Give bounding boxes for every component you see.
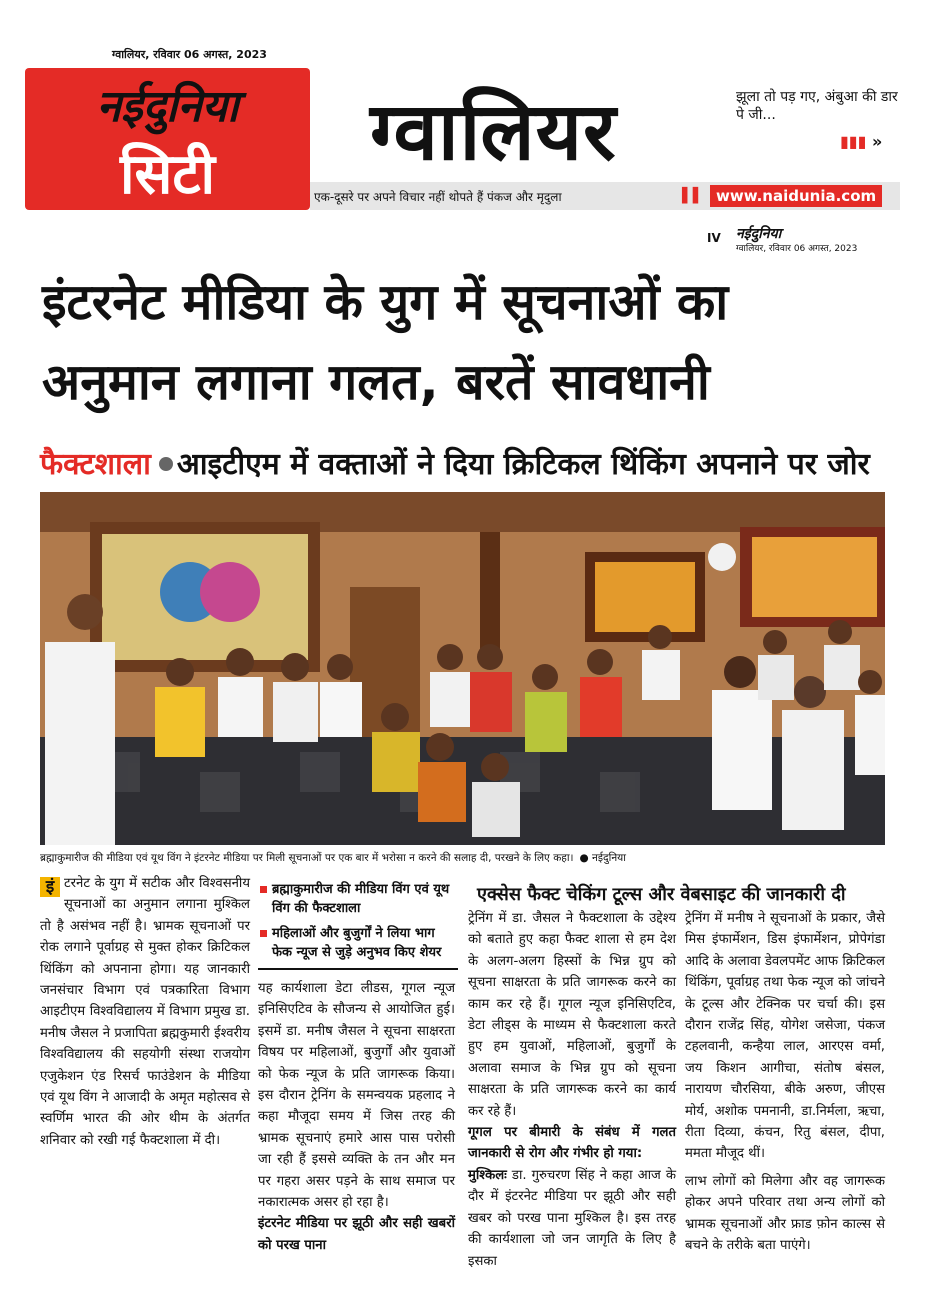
column-3-para-2-text: डा. गुरुचरण सिंह ने कहा आज के दौर में इंटरनेट मीडिया पर झूठी और सही खबर को परख पाना मुश्किल है। इस तरह की कार्यशाला जो जन जागृति के लिए है इसका <box>468 1167 676 1269</box>
highlight-item-2: महिलाओं और बुजुर्गों ने लिया भाग फेक न्यूज से जुड़े अनुभव किए शेयर <box>258 924 458 962</box>
article-column-2 <box>258 978 455 1256</box>
dateline: ग्वालियर, रविवार 06 अगस्त, 2023 <box>112 48 267 61</box>
logo-brand-top: नईदुनिया <box>96 81 239 132</box>
article-column-4 <box>685 908 885 1257</box>
highlight-item-1: ब्रह्माकुमारीज की मीडिया विंग एवं यूथ विंग की फैक्टशाला <box>258 880 458 918</box>
bars-icon: ▮▮▮ <box>840 132 867 151</box>
headline <box>42 262 902 422</box>
column-4-para-2: लाभ लोगों को मिलेगा और वह जागरूक होकर अपने परिवार तथा अन्य लोगों को भ्रामक सूचनाओं और फ्राड फ़ोन काल्स से बचने के तरीके बता पाएंगे। <box>685 1173 885 1254</box>
strip-bar-icon: ▌▌ <box>682 188 704 204</box>
event-photo <box>40 492 885 845</box>
logo-brand-bottom: सिटी <box>119 142 216 207</box>
column-3-para-1: ट्रेनिंग में डा. जैसल ने फैक्टशाला के उद्देश्य को बताते हुए कहा फैक्ट शाला से हम देश के अलग-अलग हिस्सों के भिन्न ग्रुप को सूचना साक्षरता के प्रति जागरूक करने का काम कर रहे हैं। गूगल न्यूज इनिसिएटिव, डेटा लीड्स के माध्यम से फैक्टशाला करते हुए हम युवाओं, महिलाओं, बुजुर्गों के अलावा समाज के भिन्न ग्रुप को सूचना साक्षरता के प्रति जागरूक करने का कार्य कर रहे हैं। <box>468 911 676 1119</box>
mini-date: ग्वालियर, रविवार 06 अगस्त, 2023 <box>736 244 858 254</box>
mini-brand: नईदुनिया <box>736 226 782 242</box>
article-column-1 <box>40 873 250 1151</box>
city-title: ग्वालियर <box>370 85 617 178</box>
kicker-label: फैक्टशाला <box>40 447 151 482</box>
kicker-text: आइटीएम में वक्ताओं ने दिया क्रिटिकल थिंकिंग अपनाने पर जोर <box>176 447 870 482</box>
subhead: एक्सेस फैक्ट चेकिंग टूल्स और वेबसाइट की जानकारी दी <box>477 884 846 905</box>
page-number: IV <box>707 231 721 245</box>
event-photo-illustration <box>40 492 885 845</box>
kicker <box>40 442 870 483</box>
column-3-inline-head: गूगल पर बीमारी के संबंध में गलत जानकारी से रोग और गंभीर हो गया: <box>468 1125 676 1162</box>
strip-teaser: एक-दूसरे पर अपने विचार नहीं थोपते हैं पंकज और मृदुला <box>314 190 562 204</box>
column-4-para-1: ट्रेनिंग में मनीष ने सूचनाओं के प्रकार, जैसे मिस इंफार्मेशन, डिस इंफार्मेशन, प्रोपेगंडा आदि के अलावा डेवलपमेंट आफ क्रिटिकल थिंकिंग, पूर्वाग्रह तथा फेक न्यूज को जांचने के टूल्स और टेक्निक पर चर्चा की। इस दौरान राजेंद्र सिंह, योगेश जसेजा, पंकज टहलवानी, कन्हैया लाल, आरएस वर्मा, जय किशन आगीचा, संतोष बंसल, नारायण चौरसिया, बीके अरुण, जीएस मोर्य, अशोक पमनानी, डा.निर्मला, ऋचा, रीता दिव्या, कंचन, रितु बंसल, दीपा, ममता मौजूद थीं। <box>685 911 885 1162</box>
teaser-text: झूला तो पड़ गए, अंबुआ की डार पे जी... <box>736 89 898 123</box>
double-chevron-icon: » <box>872 132 883 151</box>
column-3-para-2 <box>468 1165 676 1272</box>
column-3-lead: मुश्किलः <box>468 1167 507 1183</box>
column-2-bold-text: इंटरनेट मीडिया पर झूठी और सही खबरों को परख पाना <box>258 1216 455 1253</box>
headline-line-1: इंटरनेट मीडिया के युग में सूचनाओं का <box>42 273 729 331</box>
photo-caption <box>40 851 900 865</box>
masthead-strip <box>310 182 900 210</box>
highlights-box <box>258 880 458 976</box>
highlight-divider <box>258 968 458 970</box>
photo-credit: ● नईदुनिया <box>579 852 626 864</box>
column-1-text: टरनेट के युग में सटीक और विश्वसनीय सूचनाओं का अनुमान लगाना मुश्किल तो है असंभव नहीं है। भ्रामक सूचनाओं पर रोक लगाने पूर्वाग्रह से मुक्त होकर क्रिटिकल थिंकिंग को अपनाना होगा। यह जानकारी जनसंचार विभाग एवं पत्रकारिता विभाग आइटीएम विश्वविद्यालय में विभाग प्रमुख डा. मनीष जैसल ने प्रजापिता ब्रह्मकुमारी ईश्वरीय विश्वविद्यालय की सहयोगी संस्था राजयोग एजुकेशन एंड रिसर्च फाउंडेशन के मीडिया एवं यूथ विंग ने आजादी के अमृत महोत्सव से स्वर्णिम भारत की ओर थीम के अंतर्गत शनिवार को रखी गई फैक्टशाला में दी। <box>40 876 250 1148</box>
column-2-text: यह कार्यशाला डेटा लीडस, गूगल न्यूज इनिसिएटिव के सौजन्य से आयोजित हुई। इसमें डा. मनीष जैसल ने सूचना साक्षरता विषय पर महिलाओं, बुजुर्गों और युवाओं को फेक न्यूज के प्रति जागरूक किया। इस दौरान ट्रेनिंग के समन्वयक प्रहलाद ने कहा मौजूदा समय में जिस तरह की भ्रामक सूचनाएं हमारे आस पास परोसी जा रही हैं इससे व्यक्ति के तन और मन पर गहरा असर पड़ने के साथ समाज पर नकारात्मक असर हो रहा है। <box>258 981 455 1211</box>
caption-text: ब्रह्माकुमारीज की मीडिया एवं यूथ विंग ने इंटरनेट मीडिया पर मिली सूचनाओं पर एक बार में भरोसा न करने की सलाह दी, परखने के लिए कहा। <box>40 852 574 864</box>
headline-line-2: अनुमान लगाना गलत, बरतें सावधानी <box>42 353 710 411</box>
article-column-3 <box>468 908 676 1272</box>
bullet-dot-icon <box>159 457 173 471</box>
teaser-arrows <box>840 132 882 151</box>
dropcap: इं <box>40 877 60 897</box>
website-url[interactable]: www.naidunia.com <box>710 185 882 207</box>
naidunia-city-logo <box>25 68 310 210</box>
